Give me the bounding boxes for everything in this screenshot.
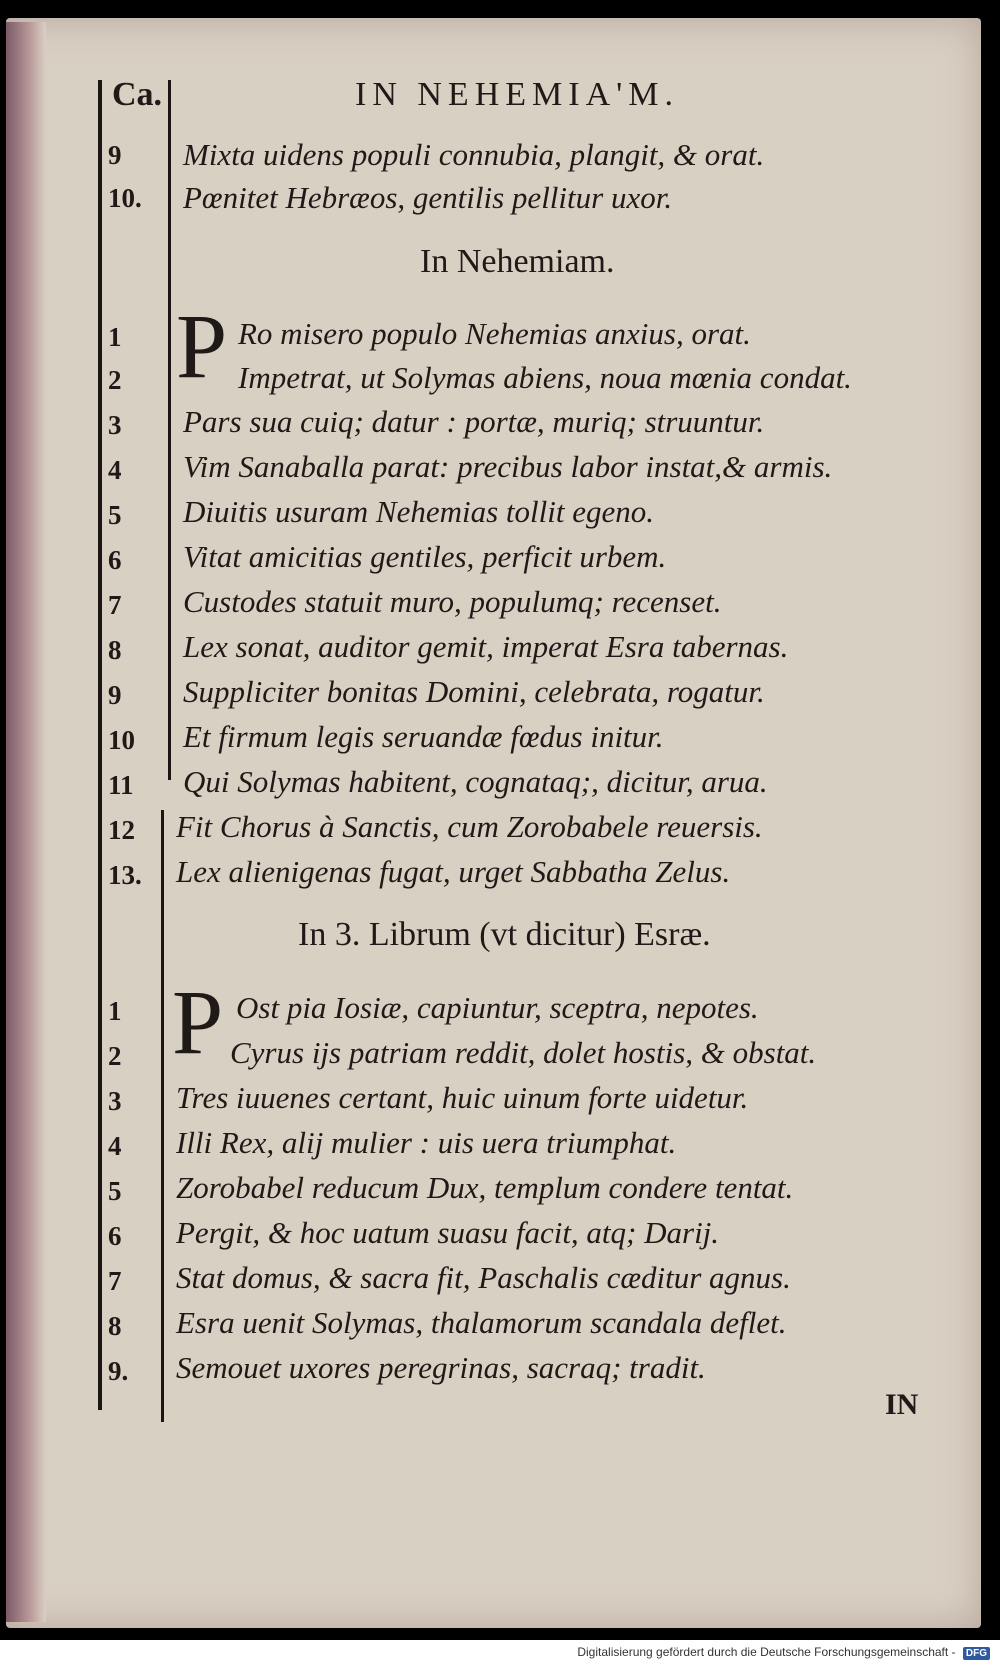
verse-line: Semouet uxores peregrinas, sacraq; tradit. — [176, 1350, 706, 1385]
catchword: IN — [885, 1388, 919, 1421]
verse-line: Ro misero populo Nehemias anxius, orat. — [238, 316, 751, 351]
verse-line: Vim Sanaballa parat: precibus labor instat,& armis. — [183, 449, 833, 484]
verse-number: 8 — [108, 1311, 122, 1341]
text-margin-rule-lower — [161, 810, 164, 1422]
verse-line: Lex alienigenas fugat, urget Sabbatha Zelus. — [176, 854, 731, 889]
verse-number: 9. — [108, 1356, 129, 1386]
section-heading: In 3. Librum (vt dicitur) Esræ. — [298, 916, 711, 953]
verse-number: 4 — [108, 1131, 122, 1161]
verse-number: 3 — [108, 410, 122, 440]
verse-line: Cyrus ijs patriam reddit, dolet hostis, & obstat. — [230, 1035, 817, 1070]
verse-number: 1 — [108, 996, 122, 1026]
verse-line: Pœnitet Hebræos, gentilis pellitur uxor. — [183, 180, 673, 215]
chapter-abbrev: Ca. — [112, 76, 163, 113]
verse-line: Diuitis usuram Nehemias tollit egeno. — [183, 494, 655, 529]
verse-number: 7 — [108, 590, 122, 620]
verse-number: 3 — [108, 1086, 122, 1116]
verse-number: 8 — [108, 635, 122, 665]
section-heading: In Nehemiam. — [420, 243, 615, 280]
verse-number: 5 — [108, 500, 122, 530]
verse-line: Lex sonat, auditor gemit, imperat Esra tabernas. — [183, 629, 789, 664]
verse-number: 10. — [108, 183, 142, 213]
verse-number: 7 — [108, 1266, 122, 1296]
running-title: IN NEHEMIA'M. — [355, 76, 679, 113]
verse-number: 9 — [108, 680, 122, 710]
page-spine-shadow — [6, 22, 46, 1622]
verse-number: 5 — [108, 1176, 122, 1206]
verse-line: Illi Rex, alij mulier : uis uera triumphat. — [176, 1125, 677, 1160]
verse-number: 12 — [108, 815, 135, 845]
footer-credit — [0, 1645, 990, 1660]
verse-line: Zorobabel reducum Dux, templum condere tentat. — [176, 1170, 794, 1205]
left-margin-rule — [98, 80, 102, 1410]
verse-number: 2 — [108, 365, 122, 395]
dfg-logo: DFG — [963, 1647, 990, 1660]
verse-number: 6 — [108, 1221, 122, 1251]
verse-line: Tres iuuenes certant, huic uinum forte uidetur. — [176, 1080, 749, 1115]
drop-capital: P — [172, 971, 224, 1073]
text-margin-rule — [168, 80, 171, 780]
verse-line: Vitat amicitias gentiles, perficit urbem. — [183, 539, 667, 574]
verse-number: 6 — [108, 545, 122, 575]
verse-line: Fit Chorus à Sanctis, cum Zorobabele reuersis. — [176, 809, 763, 844]
verse-number: 2 — [108, 1041, 122, 1071]
verse-line: Mixta uidens populi connubia, plangit, & orat. — [183, 137, 765, 172]
verse-number: 9 — [108, 140, 122, 170]
verse-line: Ost pia Iosiæ, capiuntur, sceptra, nepotes. — [236, 990, 759, 1025]
footer-text: Digitalisierung gefördert durch die Deutsche Forschungsgemeinschaft - — [577, 1645, 956, 1659]
verse-number: 4 — [108, 455, 122, 485]
verse-number: 13. — [108, 860, 142, 890]
verse-line: Pars sua cuiq; datur : portæ, muriq; struuntur. — [183, 404, 765, 439]
verse-line: Custodes statuit muro, populumq; recenset. — [183, 584, 722, 619]
verse-line: Impetrat, ut Solymas abiens, noua mœnia condat. — [238, 360, 852, 395]
verse-number: 11 — [108, 770, 134, 800]
verse-line: Et firmum legis seruandæ fœdus initur. — [183, 719, 664, 754]
drop-capital: P — [176, 295, 228, 397]
verse-number: 10 — [108, 725, 135, 755]
verse-number: 1 — [108, 322, 122, 352]
verse-line: Esra uenit Solymas, thalamorum scandala deflet. — [176, 1305, 787, 1340]
verse-line: Qui Solymas habitent, cognataq;, dicitur, arua. — [183, 764, 768, 799]
verse-line: Suppliciter bonitas Domini, celebrata, rogatur. — [183, 674, 765, 709]
verse-line: Pergit, & hoc uatum suasu facit, atq; Darij. — [176, 1215, 720, 1250]
verse-line: Stat domus, & sacra fit, Paschalis cæditur agnus. — [176, 1260, 791, 1295]
